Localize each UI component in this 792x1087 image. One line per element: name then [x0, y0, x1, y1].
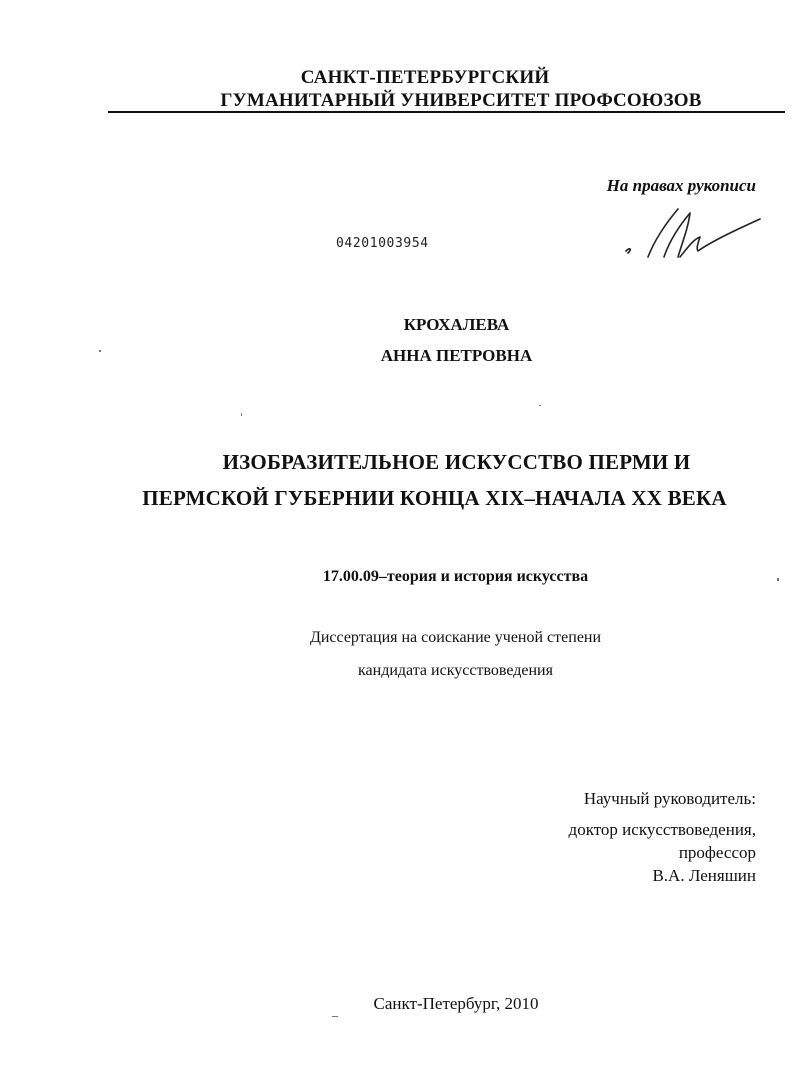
scan-speck: [539, 405, 541, 406]
supervisor-label: Научный руководитель:: [583, 789, 756, 808]
author-surname: КРОХАЛЕВА: [403, 315, 510, 334]
manuscript-rights-note: На правах рукописи: [606, 176, 756, 195]
signature-icon: [618, 203, 768, 263]
dissertation-title-line-1: ИЗОБРАЗИТЕЛЬНОЕ ИСКУССТВО ПЕРМИ И: [222, 450, 691, 474]
degree-line-1: Диссертация на соискание ученой степени: [309, 629, 602, 646]
supervisor-rank: профессор: [678, 843, 756, 862]
author-given-names: АННА ПЕТРОВНА: [380, 346, 533, 365]
university-name-line-2: ГУМАНИТАРНЫЙ УНИВЕРСИТЕТ ПРОФСОЮЗОВ: [220, 90, 702, 111]
university-name-line-1: САНКТ-ПЕТЕРБУРГСКИЙ: [300, 67, 550, 88]
scan-speck: [99, 350, 101, 352]
supervisor-block: [356, 787, 756, 887]
place-and-year: Санкт-Петербург, 2010: [373, 994, 539, 1013]
supervisor-degree: доктор искусствоведения,: [568, 820, 756, 839]
inventory-number: 04201003954: [336, 236, 429, 251]
specialty-code: 17.00.09–теория и история искусства: [322, 568, 589, 585]
scan-speck: [332, 1016, 338, 1017]
header-rule: [108, 111, 785, 113]
degree-line-2: кандидата искусствоведения: [358, 662, 553, 679]
supervisor-name: В.А. Леняшин: [652, 866, 756, 885]
scan-speck: [777, 578, 779, 581]
scan-speck: [241, 413, 242, 416]
dissertation-title-line-2: ПЕРМСКОЙ ГУБЕРНИИ КОНЦА XIX–НАЧАЛА XX ВЕКА: [142, 486, 727, 510]
